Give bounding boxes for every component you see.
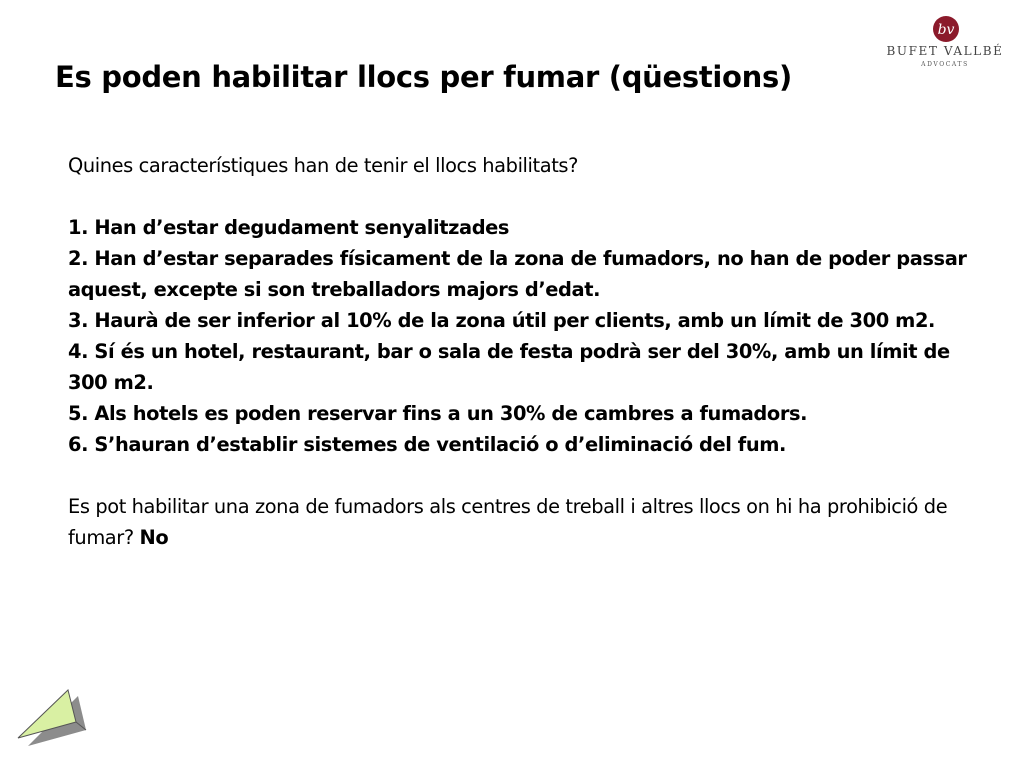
spacer — [68, 460, 968, 491]
question-1: Quines característiques han de tenir el llocs habilitats? — [68, 154, 579, 177]
logo-mark-text: bv — [937, 22, 955, 38]
list-item: 5. Als hotels es poden reservar fins a un 30% de cambres a fumadors. — [68, 402, 808, 425]
slide-body — [68, 150, 968, 553]
logo-name: BUFET VALLBÉ — [886, 44, 1004, 58]
list-item: 3. Haurà de ser inferior al 10% de la zona útil per clients, amb un límit de 300 m2. — [68, 309, 936, 332]
list-item: 6. S’hauran d’establir sistemes de ventilació o d’eliminació del fum. — [68, 433, 787, 456]
list-item: 1. Han d’estar degudament senyalitzades — [68, 216, 510, 239]
list-item: 4. Sí és un hotel, restaurant, bar o sala de festa podrà ser del 30%, amb un límit de 300 m2. — [68, 340, 950, 394]
logo-mark-icon — [932, 15, 960, 43]
company-logo — [885, 15, 1005, 75]
list-item: 2. Han d’estar separades físicament de la zona de fumadors, no han de poder passar aquest, excepte si son treballadors majors d’edat. — [68, 247, 967, 301]
logo-subtitle: ADVOCATS — [921, 61, 969, 68]
spacer — [68, 181, 968, 212]
question-2 — [68, 491, 968, 553]
triangle-arrow-icon[interactable] — [16, 688, 88, 750]
slide-title: Es poden habilitar llocs per fumar (qüestions) — [55, 60, 792, 94]
question-2-text: Es pot habilitar una zona de fumadors als centres de treball i altres llocs on hi ha prohibició de fumar? — [68, 495, 948, 549]
answer-2: No — [139, 526, 169, 549]
